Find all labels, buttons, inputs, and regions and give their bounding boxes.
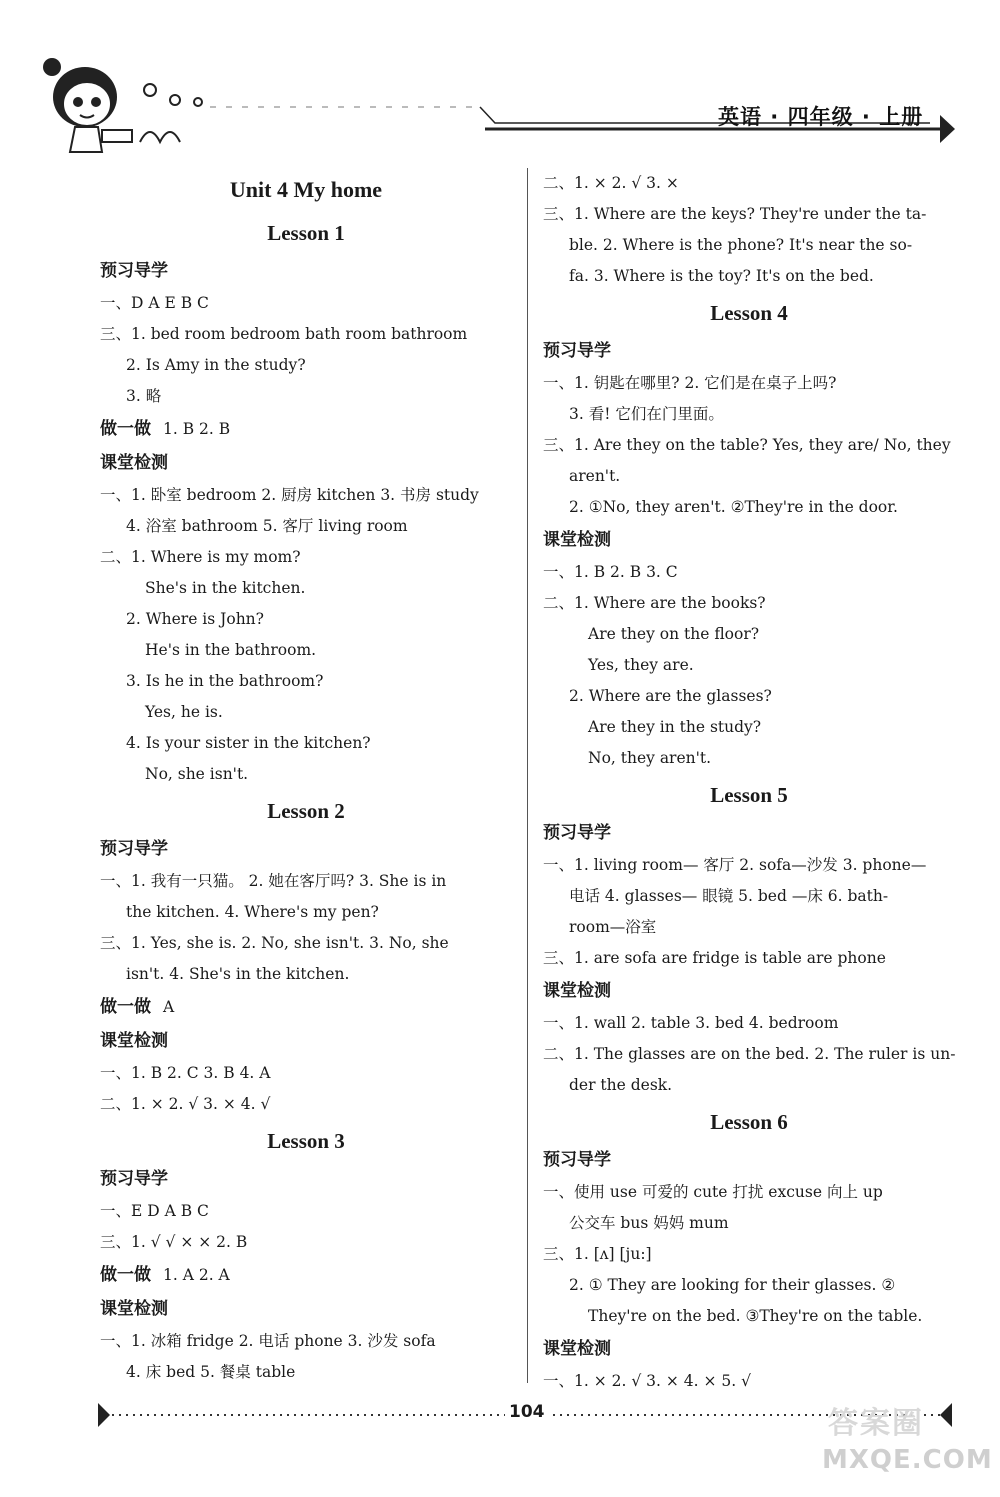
section-heading: 课堂检测 [543,1339,611,1359]
answer-line: 一、1. 卧室 bedroom 2. 厨房 kitchen 3. 书房 study [100,486,479,504]
answer-line: isn't. 4. She's in the kitchen. [126,965,350,983]
section-heading: 预习导学 [543,823,611,843]
answer-line: 公交车 bus 妈妈 mum [569,1214,729,1232]
left-column [100,168,512,1388]
section-heading: 课堂检测 [100,1031,168,1051]
column-divider [527,168,528,1383]
answer-line: 二、1. × 2. √ 3. × [543,174,679,192]
answer-line [100,412,512,446]
answer-line: 2. Where are the glasses? [569,687,772,705]
answer-line: 一、1. 我有一只猫。 2. 她在客厅吗? 3. She is in [100,872,447,890]
section-heading: 预习导学 [100,261,168,281]
lesson-3-title: Lesson 3 [267,1129,345,1153]
section-heading: 预习导学 [543,341,611,361]
answer-line: 一、1. × 2. √ 3. × 4. × 5. √ [543,1372,752,1390]
answer-line: 一、1. 钥匙在哪里? 2. 它们是在桌子上吗? [543,374,837,392]
answer-line: 2. Where is John? [126,610,264,628]
section-heading: 预习导学 [543,1150,611,1170]
section-heading: 课堂检测 [100,453,168,473]
answer-line: 2. ①No, they aren't. ②They're in the door. [569,498,898,516]
lesson-6-title: Lesson 6 [710,1110,788,1134]
answer-line: 三、1. Are they on the table? Yes, they are/ No, they [543,436,951,454]
answer-line: 三、1. Where are the keys? They're under the ta- [543,205,927,223]
section-heading: 课堂检测 [543,530,611,550]
page-number: 104 [505,1402,549,1422]
answer-line: 二、1. Where are the books? [543,594,766,612]
answer-line [100,1258,512,1292]
lesson-5-title: Lesson 5 [710,783,788,807]
answer-line: 二、1. Where is my mom? [100,548,301,566]
answer-line: Are they on the floor? [588,625,760,643]
section-heading: 预习导学 [100,1169,168,1189]
answer-line: 一、1. B 2. C 3. B 4. A [100,1064,271,1082]
answer-text: 1. B 2. B [163,420,231,438]
answer-line: Yes, he is. [145,703,223,721]
answer-line: She's in the kitchen. [145,579,306,597]
book-title: 英语 · 四年级 · 上册 [718,105,924,129]
answer-line: 一、1. wall 2. table 3. bed 4. bedroom [543,1014,839,1032]
answer-line: the kitchen. 4. Where's my pen? [126,903,379,921]
answer-line: No, she isn't. [145,765,249,783]
answer-line: 一、1. 冰箱 fridge 2. 电话 phone 3. 沙发 sofa [100,1332,436,1350]
watermark-url: MXQE.COM [822,1445,993,1475]
answer-line: 4. 浴室 bathroom 5. 客厅 living room [126,517,408,535]
page-header [0,0,1000,170]
answer-line: 一、D A E B C [100,294,209,312]
answer-line: 一、1. living room— 客厅 2. sofa—沙发 3. phone— [543,856,927,874]
section-heading: 课堂检测 [100,1299,168,1319]
answer-line: No, they aren't. [588,749,712,767]
answer-line: 一、E D A B C [100,1202,209,1220]
answer-line: He's in the bathroom. [145,641,317,659]
lesson-2-title: Lesson 2 [267,799,345,823]
answer-line: room—浴室 [569,918,657,936]
answer-line: aren't. [569,467,621,485]
answer-line: Yes, they are. [588,656,694,674]
answer-text: 1. A 2. A [163,1266,230,1284]
cartoon-girl-icon [40,42,210,157]
answer-line: 三、1. √ √ × × 2. B [100,1233,248,1251]
answer-line: ble. 2. Where is the phone? It's near the so- [569,236,913,254]
answer-text: A [163,998,175,1016]
section-heading: 做一做 [100,997,151,1017]
answer-line [100,990,512,1024]
answer-line: 三、1. Yes, she is. 2. No, she isn't. 3. No, she [100,934,449,952]
lesson-1-title: Lesson 1 [267,221,345,245]
section-heading: 做一做 [100,419,151,439]
answer-line: der the desk. [569,1076,673,1094]
answer-line: 3. 略 [126,387,162,405]
answer-line: fa. 3. Where is the toy? It's on the bed. [569,267,874,285]
answer-line: 三、1. bed room bedroom bath room bathroom [100,325,468,343]
answer-line: 一、使用 use 可爱的 cute 打扰 excuse 向上 up [543,1183,883,1201]
section-heading: 预习导学 [100,839,168,859]
answer-line: 4. 床 bed 5. 餐桌 table [126,1363,296,1381]
answer-line: 二、1. × 2. √ 3. × 4. √ [100,1095,271,1113]
answer-line: 一、1. B 2. B 3. C [543,563,678,581]
answer-line: 电话 4. glasses— 眼镜 5. bed —床 6. bath- [569,887,889,905]
answer-line: They're on the bed. ③They're on the table. [588,1307,923,1325]
answer-line: 三、1. [ʌ] [ju:] [543,1245,652,1263]
answer-line: 3. 看! 它们在门里面。 [569,405,724,423]
unit-title: Unit 4 My home [229,177,383,202]
answer-line: 二、1. The glasses are on the bed. 2. The ruler is un- [543,1045,956,1063]
answer-line: 3. Is he in the bathroom? [126,672,324,690]
answer-line: 4. Is your sister in the kitchen? [126,734,371,752]
answer-line: 2. Is Amy in the study? [126,356,306,374]
watermark-logo: 答案圈 [828,1406,924,1441]
answer-line: 三、1. are sofa are fridge is table are phone [543,949,886,967]
answer-line: 2. ① They are looking for their glasses. ② [569,1276,896,1294]
section-heading: 课堂检测 [543,981,611,1001]
right-column [543,168,955,1397]
answer-line: Are they in the study? [588,718,762,736]
lesson-4-title: Lesson 4 [710,301,788,325]
section-heading: 做一做 [100,1265,151,1285]
